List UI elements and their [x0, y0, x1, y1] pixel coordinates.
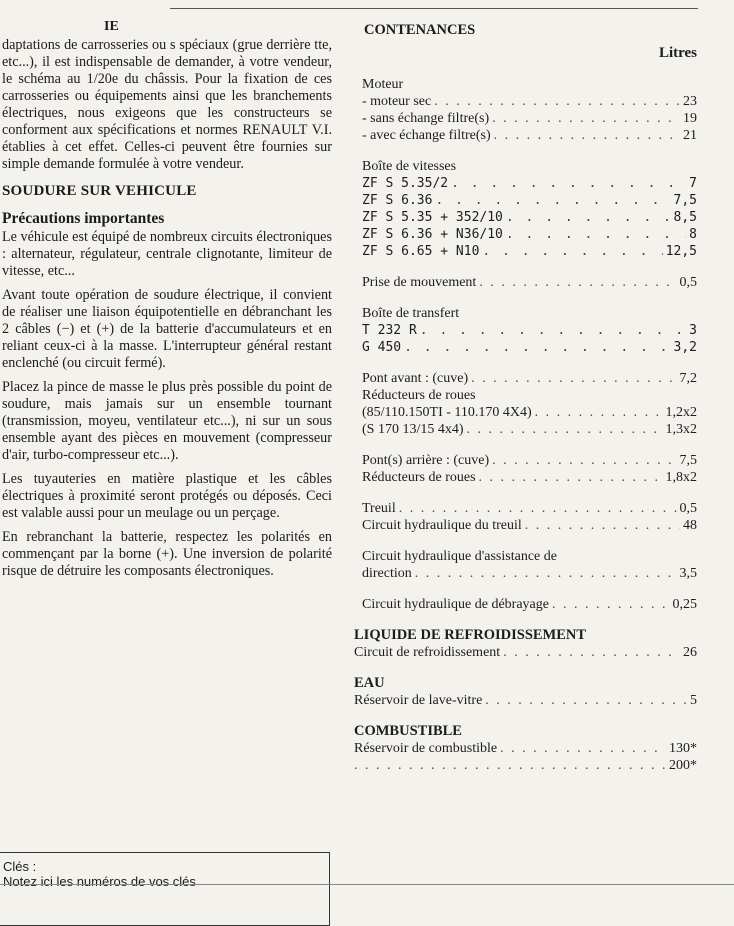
- group-fuel: [354, 723, 697, 774]
- water-title: EAU: [354, 675, 385, 691]
- paragraph-battery-reconnect: En rebranchant la batterie, respectez les polarités en commençant par la borne (+). Une inversion de polarité risque de détruire les composants électroniques.: [2, 529, 332, 579]
- table-row: ZF S 6.36 . . . 7,5: [354, 192, 697, 209]
- left-column: [0, 18, 332, 587]
- table-row: Circuit de refroidissement . . . 26: [354, 644, 697, 661]
- table-row: Circuit hydraulique de débrayage . . . 0,25: [354, 596, 697, 613]
- table-row: - sans échange filtre(s) . . . 19: [354, 110, 697, 127]
- group-engine: [354, 76, 697, 144]
- keys-box-title: Clés :: [3, 859, 37, 874]
- section-title-welding: SOUDURE SUR VEHICULE: [2, 183, 197, 199]
- group-front-axle: [354, 370, 697, 438]
- keys-box-text: Notez ici les numéros de vos clés: [3, 874, 196, 889]
- gearbox-title: Boîte de vitesses: [362, 159, 457, 174]
- bottom-rule: [0, 884, 734, 885]
- table-row: ZF S 5.35/2 . . . 7: [354, 175, 697, 192]
- table-row: G 450 . . . 3,2: [354, 339, 697, 356]
- fuel-title: COMBUSTIBLE: [354, 723, 462, 739]
- table-row: Réservoir de lave-vitre . . . 5: [354, 692, 697, 709]
- table-row: Réducteurs de roues . . . 1,8x2: [354, 469, 697, 486]
- group-coolant: [354, 627, 697, 661]
- steering-line1: Circuit hydraulique d'assistance de: [362, 549, 557, 564]
- group-water: [354, 675, 697, 709]
- top-rule: [170, 8, 698, 9]
- table-row: Pont(s) arrière : (cuve) . . . 7,5: [354, 452, 697, 469]
- group-steering: [354, 548, 697, 582]
- paragraph-before-welding: Avant toute opération de soudure électrique, il convient de réaliser une liaison équipotentielle en débranchant les 2 câbles (−) et (+) de la batterie d'accumulateurs et en reliant ceux-ci à la masse. L'interrupteur général restant enclenché (ou circuit fermé).: [2, 287, 332, 371]
- section-heading-fragment: IE: [104, 19, 119, 34]
- table-row: Treuil . . . 0,5: [354, 500, 697, 517]
- table-row: (S 170 13/15 4x4) . . . 1,3x2: [354, 421, 697, 438]
- capacities-title: CONTENANCES: [364, 22, 476, 38]
- table-row: ZF S 6.65 + N10 . . . 12,5: [354, 243, 697, 260]
- table-row: Prise de mouvement . . . 0,5: [354, 274, 697, 291]
- table-row: - avec échange filtre(s) . . . 21: [354, 127, 697, 144]
- paragraph-bodywork: daptations de carrosseries ou s spéciaux (grue derrière tte, etc...), il est indispensable de demander, à votre vendeur, le schéma au 1/20e du châssis. Pour la fixation de ces carrosseries ou équipements ainsi que les branchements électriques, nous exigeons que les constructeurs se conforment aux spécifications et normes RENAULT V.I. établies à cet effet. Celles-ci peuvent être fournies sur simple demande formulée à votre vendeur.: [2, 37, 332, 172]
- group-rear-axle: [354, 452, 697, 486]
- keys-note-box: [0, 852, 330, 926]
- transfer-title: Boîte de transfert: [362, 306, 460, 321]
- table-row: - moteur sec . . . 23: [354, 93, 697, 110]
- front-reducers-title: Réducteurs de roues: [362, 388, 476, 403]
- engine-title: Moteur: [362, 77, 404, 92]
- group-transfer: [354, 305, 697, 356]
- table-row: T 232 R . . . 3: [354, 322, 697, 339]
- table-row: . . . 200*: [354, 757, 697, 774]
- unit-label: Litres: [658, 45, 697, 61]
- coolant-title: LIQUIDE DE REFROIDISSEMENT: [354, 627, 587, 643]
- group-winch: [354, 500, 697, 534]
- paragraph-ground-clamp: Placez la pince de masse le plus près possible du point de soudure, mais jamais sur un ensemble tournant (transmission, moyeu, ventilateur etc...), ni sur un sous ensemble ayant des pièces en mouvement (compresseur d'air, turbo-compresseur etc...).: [2, 379, 332, 463]
- group-pto: [354, 274, 697, 291]
- subsection-title-precautions: Précautions importantes: [2, 210, 165, 227]
- table-row: direction . . . 3,5: [354, 565, 697, 582]
- group-gearbox: [354, 158, 697, 260]
- table-row: (85/110.150TI - 110.170 4X4) . . . 1,2x2: [354, 404, 697, 421]
- table-row: Circuit hydraulique du treuil . . . 48: [354, 517, 697, 534]
- right-column: [354, 22, 697, 774]
- table-row: ZF S 5.35 + 352/10 . . . 8,5: [354, 209, 697, 226]
- paragraph-electronics: Le véhicule est équipé de nombreux circuits électroniques : alternateur, régulateur, centrale clignotante, limiteur de vitesse, etc...: [2, 229, 332, 279]
- group-clutch: [354, 596, 697, 613]
- paragraph-plastic-pipes: Les tuyauteries en matière plastique et les câbles électriques à proximité seront protégés ou déposés. Ceci est valable aussi pour un meulage ou un perçage.: [2, 471, 332, 521]
- table-row: Pont avant : (cuve) . . . 7,2: [354, 370, 697, 387]
- table-row: ZF S 6.36 + N36/10 . . . 8: [354, 226, 697, 243]
- table-row: Réservoir de combustible . . . 130*: [354, 740, 697, 757]
